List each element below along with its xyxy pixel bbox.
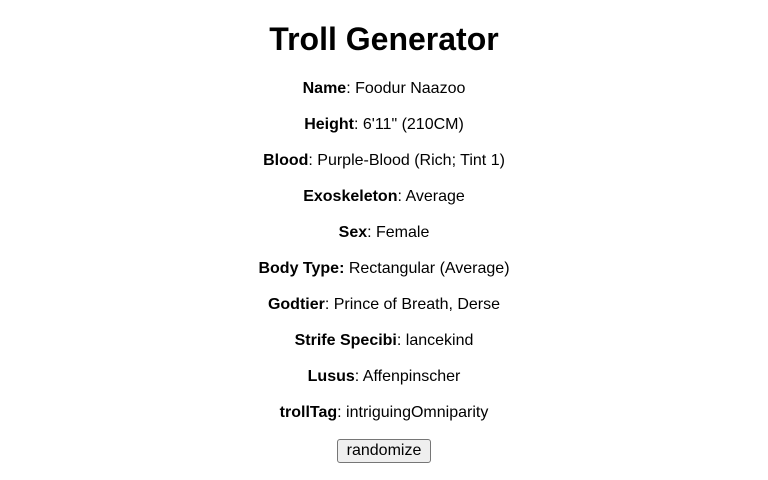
field-label-lusus: Lusus: [307, 368, 355, 385]
field-label-body-type: Body Type:: [258, 260, 345, 277]
field-label-strife-specibi: Strife Specibi: [294, 332, 397, 349]
field-row-sex: [0, 223, 768, 243]
field-value-height: : 6'11" (210CM): [353, 116, 464, 133]
field-row-name: [0, 79, 768, 99]
field-value-lusus: : Affenpinscher: [354, 368, 461, 385]
field-label-blood: Blood: [263, 152, 309, 169]
field-row-lusus: [0, 367, 768, 387]
field-value-name: : Foodur Naazoo: [346, 80, 466, 97]
page-title: Troll Generator: [269, 21, 499, 57]
field-value-blood: : Purple-Blood (Rich; Tint 1): [308, 152, 505, 169]
field-label-height: Height: [304, 116, 354, 133]
field-row-exoskeleton: [0, 187, 768, 207]
field-row-strife-specibi: [0, 331, 768, 351]
field-row-godtier: [0, 295, 768, 315]
field-label-exoskeleton: Exoskeleton: [303, 188, 398, 205]
field-row-height: [0, 115, 768, 135]
field-row-trolltag: [0, 403, 768, 423]
field-row-body-type: [0, 259, 768, 279]
randomize-button[interactable]: randomize: [337, 439, 432, 463]
field-label-sex: Sex: [338, 224, 368, 241]
randomize-button-row: [0, 439, 768, 463]
field-label-name: Name: [302, 80, 347, 97]
field-label-trolltag: trollTag: [279, 404, 338, 421]
field-value-trolltag: : intriguingOmniparity: [337, 404, 489, 421]
field-label-godtier: Godtier: [267, 296, 325, 313]
field-value-sex: : Female: [367, 224, 430, 241]
field-row-blood: [0, 151, 768, 171]
field-value-exoskeleton: : Average: [397, 188, 465, 205]
field-value-godtier: : Prince of Breath, Derse: [324, 296, 501, 313]
field-value-strife-specibi: : lancekind: [396, 332, 474, 349]
field-value-body-type: Rectangular (Average): [344, 260, 510, 277]
